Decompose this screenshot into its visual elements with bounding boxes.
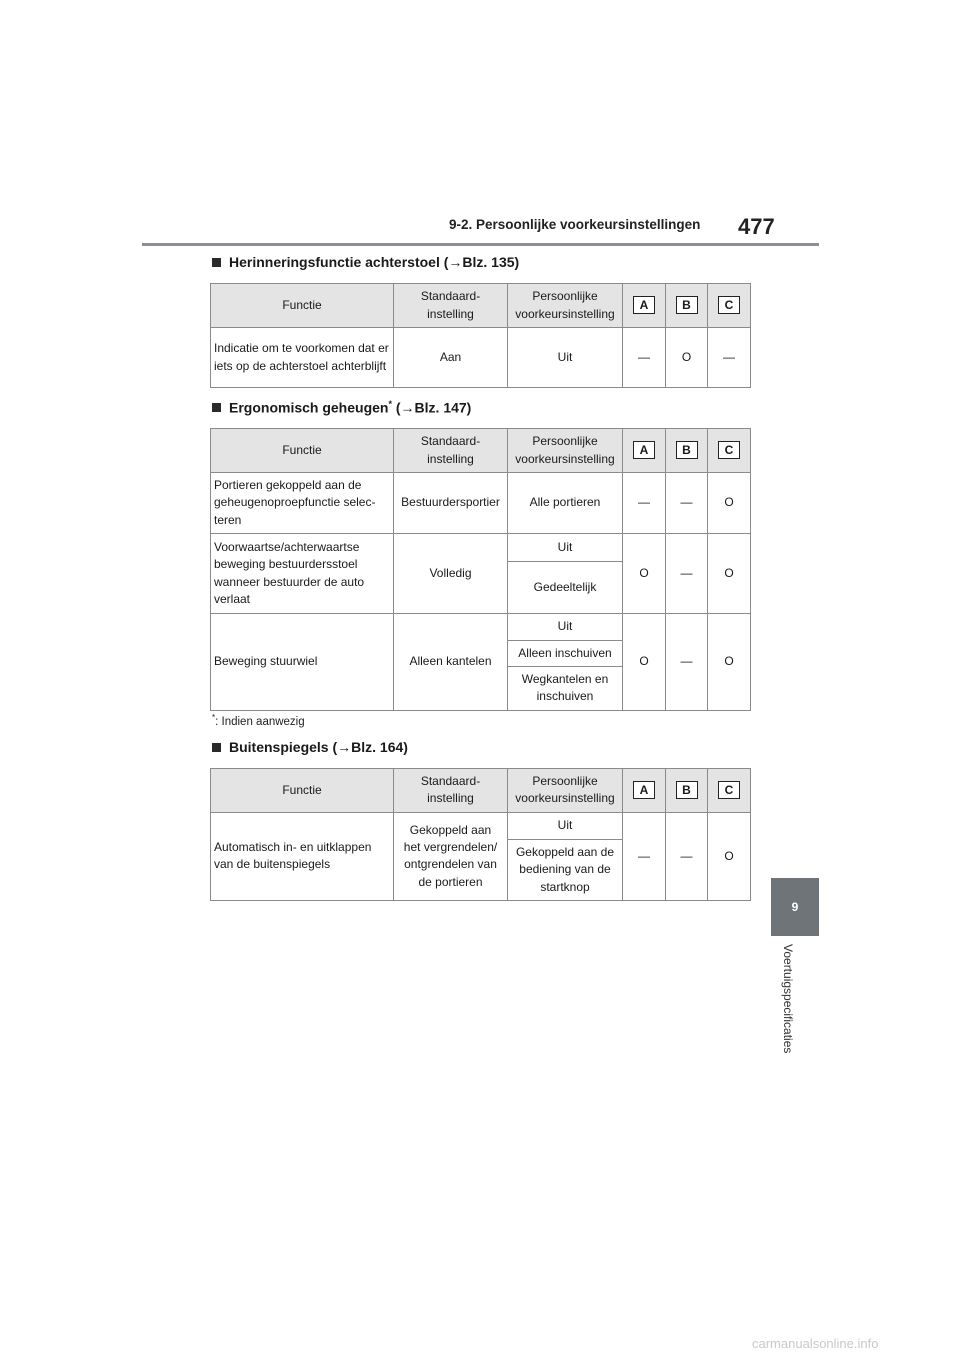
cell-b: —	[666, 614, 708, 711]
square-bullet-icon	[212, 743, 221, 752]
cell-standaard: Aan	[394, 328, 508, 388]
letter-a-box: A	[633, 441, 655, 459]
table-row	[211, 473, 751, 534]
section-heading-ergonomisch-geheugen	[212, 399, 471, 416]
cell-standaard: Gekoppeld aan het vergrendelen/ ontgrendelen van de portieren	[394, 812, 508, 900]
column-header-b	[666, 284, 708, 328]
table-row	[211, 812, 751, 839]
table-ergonomisch-geheugen	[210, 428, 751, 711]
column-header-b	[666, 429, 708, 473]
column-header-a	[623, 284, 666, 328]
square-bullet-icon	[212, 403, 221, 412]
column-header-c	[708, 284, 751, 328]
column-header-functie: Functie	[211, 769, 394, 813]
square-bullet-icon	[212, 258, 221, 267]
cell-standaard: Bestuurdersportier	[394, 473, 508, 534]
cell-functie: Indicatie om te voorkomen dat er iets op de achterstoel achterblijft	[211, 328, 394, 388]
cell-functie: Automatisch in- en uitklappen van de buitenspiegels	[211, 812, 394, 900]
column-header-a	[623, 769, 666, 813]
table-row	[211, 614, 751, 640]
cell-b: O	[666, 328, 708, 388]
cell-functie: Voorwaartse/achterwaartse beweging bestuurdersstoel wanneer bestuurder de auto verlaat	[211, 534, 394, 614]
chapter-label: Voertuigspecificaties	[781, 944, 795, 1054]
cell-option: Uit	[508, 812, 623, 839]
column-header-functie: Functie	[211, 429, 394, 473]
cell-a: O	[623, 534, 666, 614]
cell-c: O	[708, 614, 751, 711]
cell-a: —	[623, 328, 666, 388]
cell-option: Alleen inschuiven	[508, 640, 623, 666]
letter-b-box: B	[676, 441, 698, 459]
watermark: carmanualsonline.info	[752, 1336, 879, 1351]
column-header-standaard: Standaard- instelling	[394, 429, 508, 473]
chapter-tab	[771, 878, 819, 936]
column-header-b	[666, 769, 708, 813]
column-header-functie: Functie	[211, 284, 394, 328]
cell-persoonlijk: Uit	[508, 328, 623, 388]
letter-b-box: B	[676, 296, 698, 314]
cell-a: —	[623, 473, 666, 534]
cell-a: —	[623, 812, 666, 900]
cell-b: —	[666, 473, 708, 534]
table-header-row	[211, 429, 751, 473]
column-header-standaard: Standaard- instelling	[394, 284, 508, 328]
letter-c-box: C	[718, 296, 740, 314]
table-row	[211, 328, 751, 388]
column-header-a	[623, 429, 666, 473]
column-header-persoonlijk: Persoonlijke voorkeursinstelling	[508, 284, 623, 328]
cell-option: Gekoppeld aan de bediening van de startknop	[508, 839, 623, 900]
cell-option: Uit	[508, 534, 623, 562]
table-header-row	[211, 769, 751, 813]
letter-b-box: B	[676, 781, 698, 799]
cell-functie: Portieren gekoppeld aan de geheugenoproepfunctie selec- teren	[211, 473, 394, 534]
header-divider	[142, 243, 819, 246]
letter-c-box: C	[718, 781, 740, 799]
section-title: Ergonomisch geheugen* (→Blz. 147)	[229, 399, 472, 416]
cell-persoonlijk: Alle portieren	[508, 473, 623, 534]
cell-option: Wegkantelen en inschuiven	[508, 666, 623, 710]
cell-b: —	[666, 534, 708, 614]
section-title: Herinneringsfunctie achterstoel (→Blz. 135)	[229, 254, 520, 270]
page-header-section: 9-2. Persoonlijke voorkeursinstellingen	[449, 217, 701, 232]
table-buitenspiegels	[210, 768, 751, 901]
table-header-row	[211, 284, 751, 328]
cell-c: O	[708, 534, 751, 614]
cell-b: —	[666, 812, 708, 900]
cell-functie: Beweging stuurwiel	[211, 614, 394, 711]
footnote: *: Indien aanwezig	[212, 713, 305, 728]
column-header-c	[708, 769, 751, 813]
section-heading-buitenspiegels	[212, 739, 408, 755]
table-row	[211, 534, 751, 562]
cell-standaard: Alleen kantelen	[394, 614, 508, 711]
cell-option: Gedeeltelijk	[508, 562, 623, 614]
letter-a-box: A	[633, 296, 655, 314]
column-header-standaard: Standaard- instelling	[394, 769, 508, 813]
column-header-c	[708, 429, 751, 473]
cell-a: O	[623, 614, 666, 711]
page-number: 477	[738, 214, 775, 239]
cell-c: O	[708, 473, 751, 534]
letter-a-box: A	[633, 781, 655, 799]
table-herinneringsfunctie	[210, 283, 751, 388]
cell-c: —	[708, 328, 751, 388]
section-heading-herinneringsfunctie	[212, 254, 519, 270]
cell-standaard: Volledig	[394, 534, 508, 614]
chapter-number: 9	[791, 900, 799, 914]
column-header-persoonlijk: Persoonlijke voorkeursinstelling	[508, 769, 623, 813]
cell-option: Uit	[508, 614, 623, 640]
letter-c-box: C	[718, 441, 740, 459]
section-title: Buitenspiegels (→Blz. 164)	[229, 739, 408, 755]
cell-c: O	[708, 812, 751, 900]
column-header-persoonlijk: Persoonlijke voorkeursinstelling	[508, 429, 623, 473]
